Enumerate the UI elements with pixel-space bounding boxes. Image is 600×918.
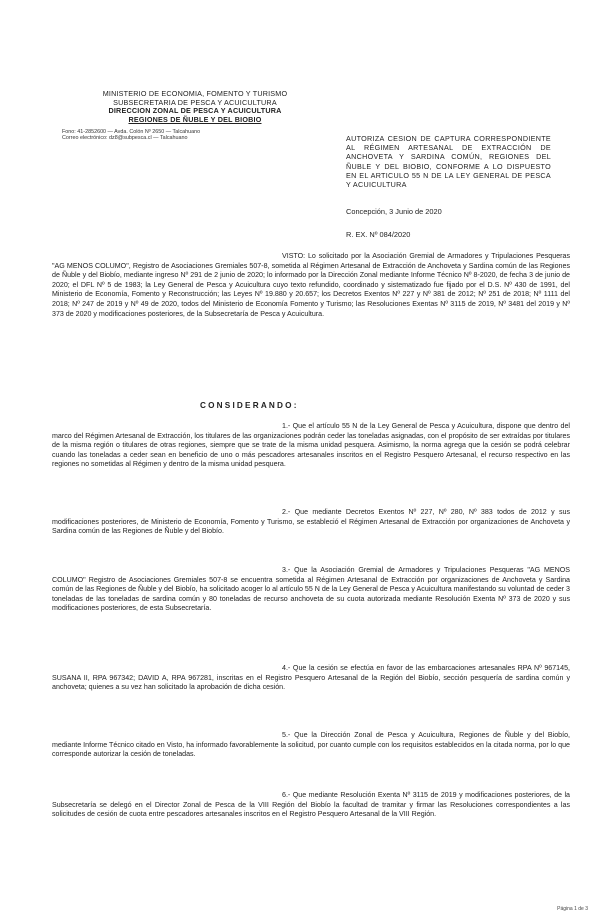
visto-paragraph: VISTO: Lo solicitado por la Asociación Gremial de Armadores y Tripulaciones Pesqueras "AG MENOS COLUMO", Registro de Asociaciones Gremiales 507-8, sometida al Régimen Artesanal de Extracción de Anchoveta y Sardina común de las Regiones de Ñuble y del Biobío, mediante ingreso Nº 291 de 2 junio de 2020; lo informado por la Dirección Zonal mediante Informe Técnico Nº 8-2020, de fecha 3 de junio de 2020; el DFL Nº 5 de 1983; la Ley General de Pesca y Acuicultura cuyo texto refundido, coordinado y sistematizado fue fijado por el D.S. Nº 430 de 1991, del Ministerio de Economía, Fomento y Reconstrucción; las Leyes Nº 19.880 y 20.657; los Decretos Exentos Nº 227 y Nº 381 de 2012; Nº 251 de 2018; Nº 1111 del 2018; Nº 247 de 2019 y Nº 49 de 2020, todos del Ministerio de Economía Fomento y Turismo; las Resoluciones Exentas Nº 3115 de 2019, Nº 3481 del 2019 y Nº 373 de 2020 y modificaciones posteriores, de la Subsecretaría de Pesca y Acuicultura. (52, 252, 570, 318)
ministry-name: MINISTERIO DE ECONOMIA, FOMENTO Y TURISMO (102, 89, 288, 98)
considerando-item-1: 1.- Que el artículo 55 N de la Ley General de Pesca y Acuicultura, dispone que dentro del marco del Régimen Artesanal de Extracción, los titulares de las organizaciones podrán ceder las toneladas asignadas, con el propósito de ser extraídas por titulares de la misma región o titulares de otras regiones, siempre que se trate de la misma unidad pesquera. Asimismo, la norma agrega que la cesión se podrá celebrar cuando las toneladas a ceder sean en beneficio de uno o más pescadores artesanales inscritos en el Registro Pesquero Artesanal, el recurso respectivo en las regiones no sometidas al Régimen y dentro de la misma unidad pesquera. (52, 422, 570, 469)
considerando-heading: CONSIDERANDO: (200, 401, 299, 410)
letterhead (90, 90, 300, 124)
resolution-title: AUTORIZA CESION DE CAPTURA CORRESPONDIENTE AL RÉGIMEN ARTESANAL DE EXTRACCIÓN DE ANCHOVETA Y SARDINA COMÚN, REGIONES DEL ÑUBLE Y DEL BIOBIO, CONFORME A LO DISPUESTO EN EL ARTICULO 55 N DE LA LEY GENERAL DE PESCA Y ACUICULTURA (346, 134, 551, 190)
place-date: Concepción, 3 Junio de 2020 (346, 207, 442, 216)
contact-info (62, 129, 292, 142)
considerando-item-6: 6.- Que mediante Resolución Exenta Nº 3115 de 2019 y modificaciones posteriores, de la Subsecretaría se delegó en el Director Zonal de Pesca de la VIII Región del Biobío la facultad de tramitar y firmar las Resoluciones correspondientes a las solicitudes de cesión de cuota entre pescadores artesanales inscritos en el Registro Pesquero Artesanal de la VIII Región. (52, 791, 570, 819)
contact-line-2: Correo electrónico: dz8@subpesca.cl — Talcahuano (62, 135, 188, 142)
regions-name: REGIONES DE ÑUBLE Y DEL BIOBIO (128, 114, 262, 124)
page-number: Página 1 de 3 (557, 906, 588, 912)
subsecretaria-name: SUBSECRETARIA DE PESCA Y ACUICULTURA (113, 97, 277, 107)
considerando-item-3: 3.- Que la Asociación Gremial de Armadores y Tripulaciones Pesqueras "AG MENOS COLUMO" Registro de Asociaciones Gremiales 507-8 se encuentra sometida al Régimen Artesanal de Extracción por organizaciones de Anchoveta y Sardina común de las Regiones de Ñuble y del Biobío, ha solicitado acoger lo al artículo 55 N de la Ley General de Pesca y Acuicultura manifestando su voluntad de ceder 3 toneladas de las toneladas de sardina común y 80 toneladas de recurso anchoveta de su cuota autorizada mediante Resolución Exenta Nº 373 de 2020 y sus modificaciones posteriores, de esta Subsecretaría. (52, 566, 570, 613)
considerando-item-5: 5.- Que la Dirección Zonal de Pesca y Acuicultura, Regiones de Ñuble y del Biobío, mediante Informe Técnico citado en Visto, ha informado favorablemente la solicitud, por cuanto cumple con los requisitos establecidos en la citada norma, por lo que corresponde autorizar la cesión de toneladas. (52, 731, 570, 759)
zonal-direction-name: DIRECCION ZONAL DE PESCA Y ACUICULTURA (108, 106, 282, 116)
resolution-number: R. EX. Nº 084/2020 (346, 230, 411, 239)
considerando-item-2: 2.- Que mediante Decretos Exentos Nº 227, Nº 280, Nº 383 todos de 2012 y sus modificaciones posteriores, de Ministerio de Economía, Fomento y Turismo, se estableció el Régimen Artesanal de Extracción por organizaciones de Anchoveta y Sardina común de las Regiones de Ñuble y del Biobío. (52, 508, 570, 536)
considerando-item-4: 4.- Que la cesión se efectúa en favor de las embarcaciones artesanales RPA Nº 967145, SUSANA II, RPA 967342; DAVID A, RPA 967281, inscritas en el Registro Pesquero Artesanal de la Región del Biobío, sección pesquería de sardina común y anchoveta; quienes a su vez han solicitado la aprobación de dicha cesión. (52, 664, 570, 692)
contact-line-1: Fono: 41-2852600 — Avda. Colón Nº 2650 — Talcahuano (62, 129, 201, 135)
